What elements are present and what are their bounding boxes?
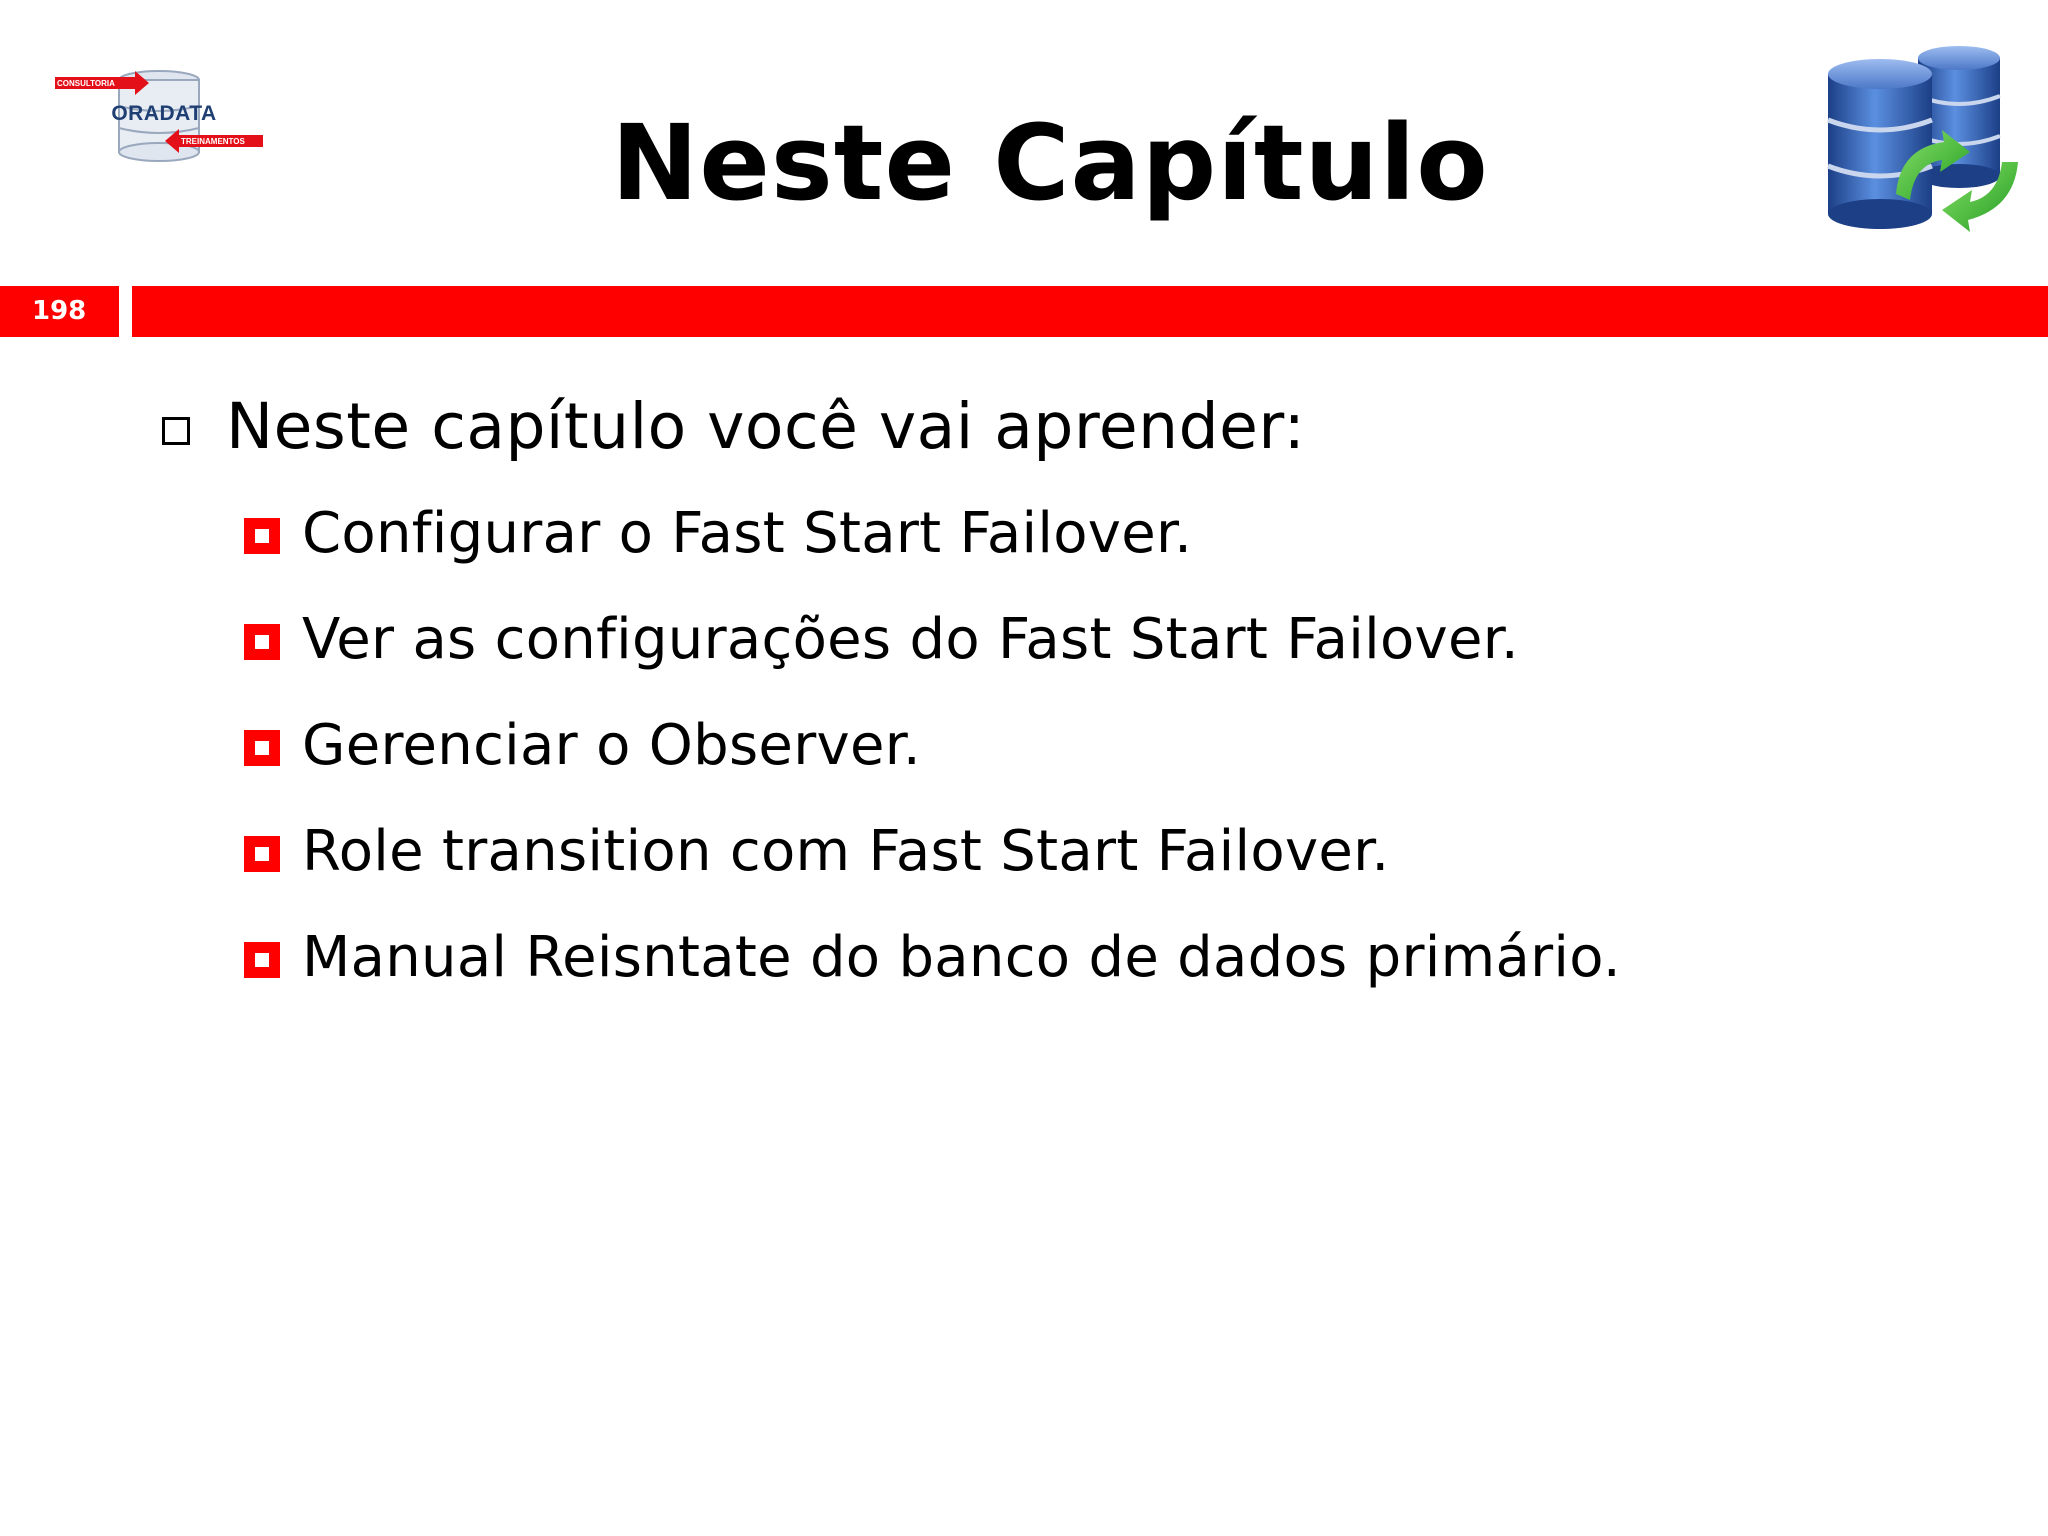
bullet-item-text: Manual Reisntate do banco de dados primário. (302, 924, 1621, 990)
bullet-item (244, 706, 921, 784)
red-square-bullet-icon (244, 518, 280, 554)
slide-title: Neste Capítulo (611, 102, 1489, 224)
bullet-item (244, 812, 1389, 890)
bullet-item (244, 494, 1192, 572)
bullet-item-text: Ver as configurações do Fast Start Failover. (302, 606, 1519, 672)
red-square-bullet-icon (244, 730, 280, 766)
bullet-level1 (162, 384, 1305, 468)
header-divider-bar (132, 286, 2048, 337)
db-front-cylinder (1828, 59, 1932, 229)
red-square-bullet-icon (244, 942, 280, 978)
bullet-item-text: Role transition com Fast Start Failover. (302, 818, 1390, 884)
hollow-square-bullet-icon (162, 417, 190, 445)
bullet-item-text: Configurar o Fast Start Failover. (302, 500, 1193, 566)
logo-treinamentos-tag: TREINAMENTOS (181, 137, 245, 146)
intro-text: Neste capítulo você vai aprender: (226, 389, 1306, 463)
red-square-bullet-icon (244, 624, 280, 660)
bullet-item-text: Gerenciar o Observer. (302, 712, 921, 778)
slide-number: 198 (0, 286, 119, 337)
logo-wordmark: ORADATA (111, 102, 217, 125)
bullet-item (244, 600, 1519, 678)
red-square-bullet-icon (244, 836, 280, 872)
logo-consultoria-tag: CONSULTORIA (57, 79, 115, 88)
bullet-item (244, 918, 1621, 996)
database-sync-icon (1818, 44, 2028, 244)
